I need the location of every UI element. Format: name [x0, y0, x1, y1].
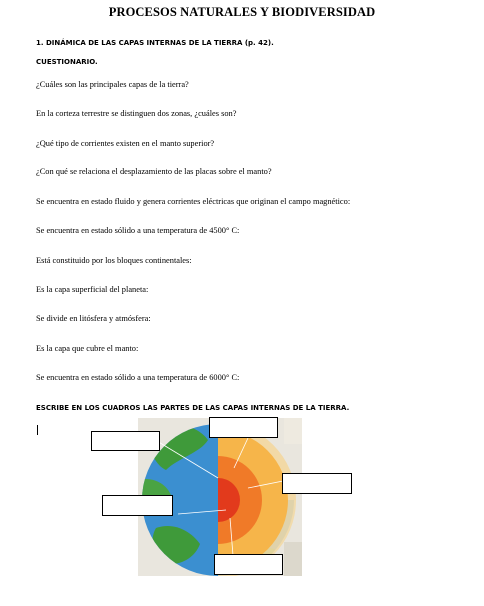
question-1: ¿Cuáles son las principales capas de la tierra?	[36, 80, 189, 89]
question-3: ¿Qué tipo de corrientes existen en el manto superior?	[36, 139, 215, 148]
exercise-heading: ESCRIBE EN LOS CUADROS LAS PARTES DE LAS CAPAS INTERNAS DE LA TIERRA.	[36, 404, 350, 412]
question-9: Se divide en litósfera y atmósfera:	[36, 314, 151, 323]
side-panel-lower	[284, 542, 302, 576]
answer-box-1[interactable]	[91, 431, 160, 451]
question-11: Se encuentra en estado sólido a una temperatura de 6000° C:	[36, 373, 240, 382]
question-6: Se encuentra en estado sólido a una temperatura de 4500° C:	[36, 226, 240, 235]
document-title: PROCESOS NATURALES Y BIODIVERSIDAD	[108, 5, 376, 19]
text-cursor	[37, 425, 38, 435]
question-8: Es la capa superficial del planeta:	[36, 285, 149, 294]
answer-box-2[interactable]	[209, 417, 278, 438]
answer-box-4[interactable]	[102, 495, 173, 516]
question-2: En la corteza terrestre se distinguen dos zonas, ¿cuáles son?	[36, 109, 237, 118]
question-10: Es la capa que cubre el manto:	[36, 344, 139, 353]
answer-box-5[interactable]	[214, 554, 283, 575]
section-heading: 1. DINÁMICA DE LAS CAPAS INTERNAS DE LA TIERRA (p. 42).	[36, 39, 274, 47]
questionnaire-heading: CUESTIONARIO.	[36, 58, 98, 66]
question-4: ¿Con qué se relaciona el desplazamiento de las placas sobre el manto?	[36, 167, 272, 176]
question-7: Está constituido por los bloques continentales:	[36, 256, 192, 265]
answer-box-3[interactable]	[282, 473, 352, 494]
side-panel	[284, 418, 302, 444]
question-5: Se encuentra en estado fluido y genera corrientes eléctricas que originan el campo magnético:	[36, 197, 351, 206]
